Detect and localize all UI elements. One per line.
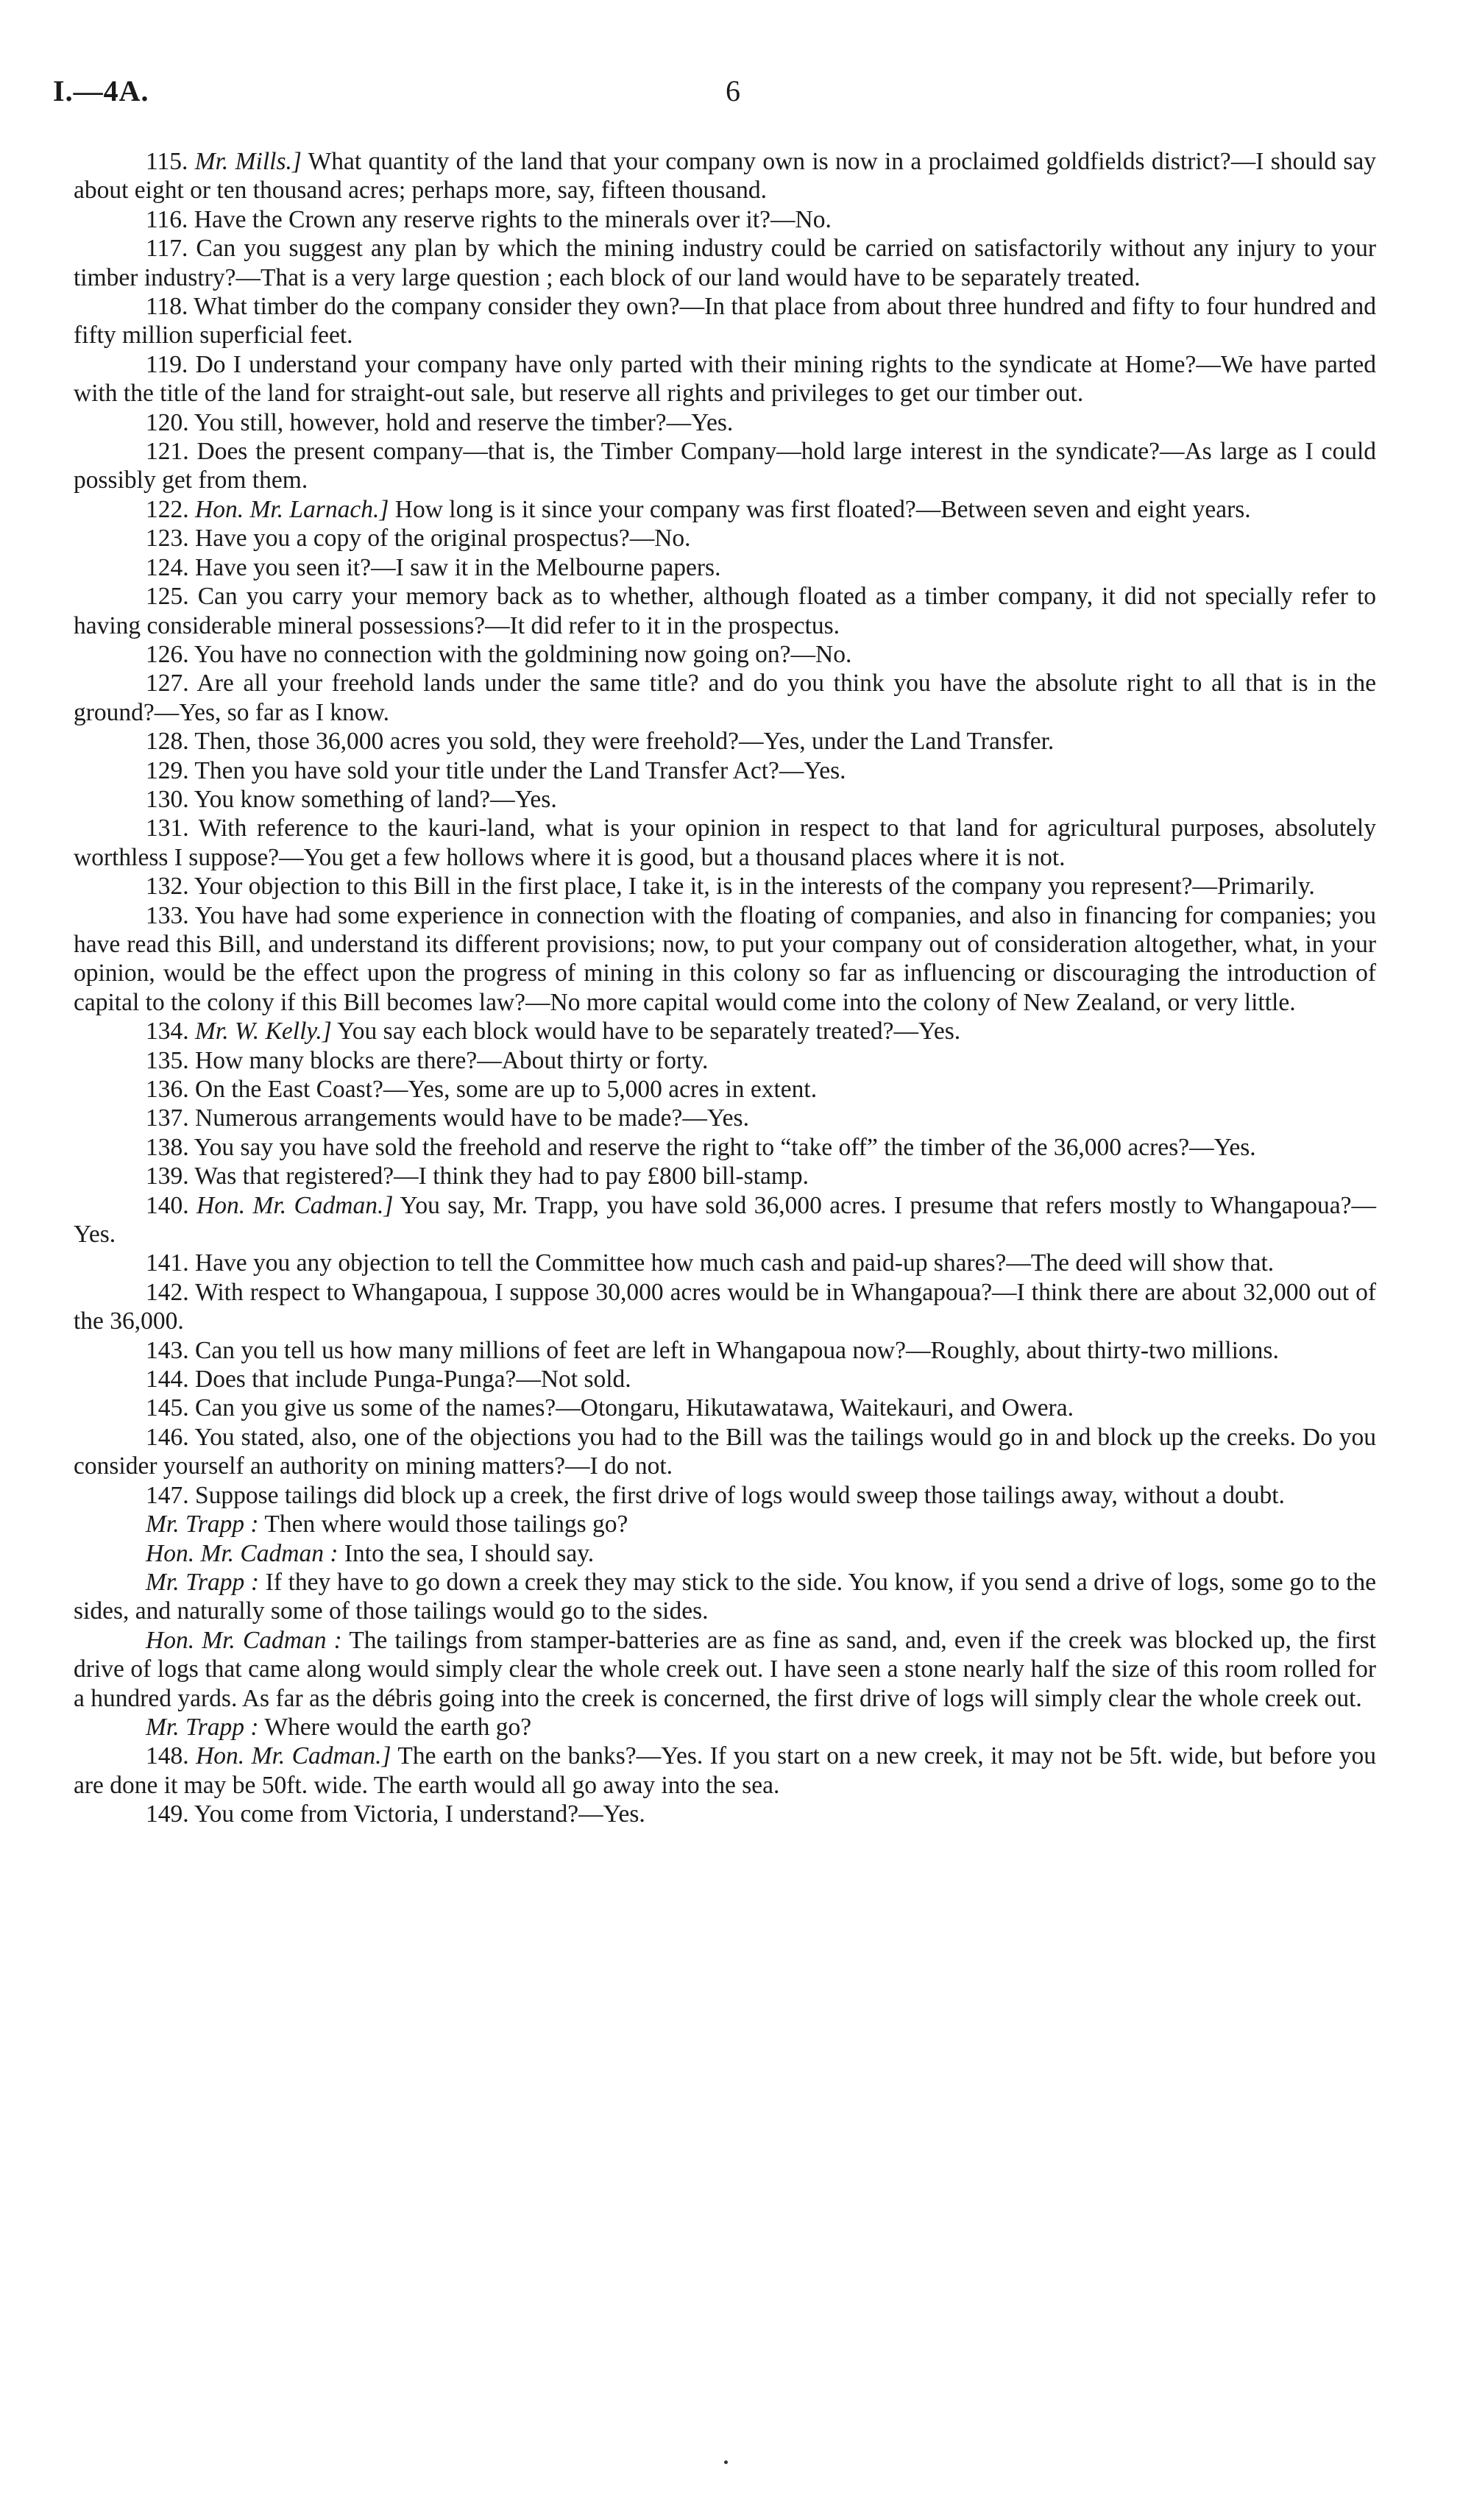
testimony-paragraph — [74, 205, 1376, 234]
speaker-label: Mr. Mills.] — [194, 148, 302, 175]
question-number: 126. — [146, 640, 189, 668]
speaker-label: Hon. Mr. Cadman : — [146, 1626, 342, 1654]
paragraph-text: Can you suggest any plan by which the mining industry could be carried on satisfactorily without any injury to your timber industry?—That is a very large question ; each block of our land would have to be separately treated. — [74, 235, 1376, 291]
paragraph-text: Do I understand your company have only parted with their mining rights to the syndicate at Home?—We have parted with the title of the land for straight-out sale, but reserve all rights and privileges to get our timber out. — [74, 350, 1377, 408]
question-number: 137. — [146, 1104, 189, 1132]
paragraph-text: You have had some experience in connection with the floating of companies, and also in financing for companies; you have read this Bill, and understand its different provisions; now, to put your company out of consideration altogether, what, in your opinion, would be the effect upon the progress of mining in this colony so far as influencing or discouraging the introduction of capital to the colony if this Bill becomes law?—No more capital would come into the colony of New Zealand, or very little. — [74, 901, 1376, 1016]
paragraph-text: You know something of land?—Yes. — [194, 785, 557, 813]
testimony-paragraph — [74, 1568, 1376, 1626]
paragraph-text: You stated, also, one of the objections you had to the Bill was the tailings would go in and block up the creeks. Do you consider yourself an authority on mining matters?—I do not. — [74, 1423, 1377, 1480]
testimony-paragraph — [74, 1133, 1376, 1162]
question-number: 135. — [146, 1046, 189, 1074]
testimony-paragraph — [74, 901, 1376, 1018]
question-number: 130. — [146, 785, 189, 813]
question-number: 132. — [146, 873, 189, 901]
paragraph-text: You say, Mr. Trapp, you have sold 36,000 acres. I presume that refers mostly to Whangapoua?—Yes. — [74, 1191, 1377, 1249]
printer-mark — [724, 2460, 728, 2464]
question-number: 122. — [146, 495, 189, 523]
testimony-paragraph — [74, 350, 1376, 408]
question-number: 125. — [146, 583, 189, 611]
paragraph-text: Numerous arrangements would have to be made?—Yes. — [195, 1104, 749, 1132]
question-number: 118. — [146, 293, 188, 321]
question-number: 129. — [146, 756, 189, 784]
speaker-label: Mr. Trapp : — [146, 1713, 259, 1741]
document-reference: I.—4A. — [53, 74, 149, 107]
question-number: 128. — [146, 728, 189, 756]
testimony-paragraph — [74, 756, 1376, 785]
paragraph-text: Your objection to this Bill in the first place, I take it, is in the interests of the company you represent?—Primarily. — [194, 873, 1315, 901]
paragraph-text: You still, however, hold and reserve the timber?—Yes. — [194, 408, 734, 436]
speaker-label: Mr. W. Kelly.] — [195, 1018, 332, 1046]
paragraph-text: Can you tell us how many millions of feet are left in Whangapoua now?—Roughly, about thirty-two millions. — [195, 1336, 1279, 1364]
testimony-paragraph — [74, 872, 1376, 901]
question-number: 117. — [146, 235, 188, 263]
testimony-paragraph — [74, 1626, 1376, 1713]
testimony-paragraph — [74, 785, 1376, 814]
question-number: 140. — [146, 1191, 189, 1219]
paragraph-text: The tailings from stamper-batteries are as fine as sand, and, even if the creek was blocked up, the first drive of logs that came along would simply clear the whole creek out. I have seen a stone nearly half the size of this room rolled for a hundred yards. As far as the débris going into the creek is concerned, the first drive of logs will simply clear the whole creek out. — [74, 1626, 1376, 1712]
speaker-label: Mr. Trapp : — [146, 1568, 260, 1596]
speaker-label: Hon. Mr. Cadman : — [146, 1539, 339, 1567]
speaker-label: Mr. Trapp : — [146, 1511, 259, 1538]
speaker-label: Hon. Mr. Larnach.] — [195, 495, 389, 523]
testimony-paragraph — [74, 582, 1376, 640]
paragraph-text: On the East Coast?—Yes, some are up to 5,000 acres in extent. — [195, 1076, 818, 1103]
page-number: 6 — [726, 74, 740, 107]
paragraph-text: You have no connection with the goldmining now going on?—No. — [194, 640, 852, 668]
testimony-paragraph — [74, 1017, 1376, 1046]
testimony-paragraph — [74, 524, 1376, 553]
question-number: 146. — [146, 1423, 189, 1451]
paragraph-text: Have the Crown any reserve rights to the minerals over it?—No. — [194, 205, 832, 233]
paragraph-text: With respect to Whangapoua, I suppose 30,000 acres would be in Whangapoua?—I think there are about 32,000 out of the 36,000. — [74, 1278, 1376, 1335]
testimony-paragraph — [74, 814, 1376, 872]
question-number: 149. — [146, 1800, 189, 1828]
question-number: 124. — [146, 553, 189, 581]
testimony-paragraph — [74, 408, 1376, 437]
paragraph-text: The earth on the banks?—Yes. If you start on a new creek, it may not be 5ft. wide, but before you are done it may be 50ft. wide. The earth would all go away into the sea. — [74, 1742, 1377, 1799]
question-number: 134. — [146, 1018, 189, 1046]
question-number: 139. — [146, 1163, 189, 1190]
testimony-paragraph — [74, 1713, 1376, 1742]
testimony-paragraph — [74, 1742, 1376, 1800]
paragraph-text: You say you have sold the freehold and reserve the right to “take off” the timber of the 36,000 acres?—Yes. — [194, 1133, 1256, 1161]
testimony-paragraph — [74, 1046, 1376, 1075]
paragraph-text: Can you give us some of the names?—Otongaru, Hikutawatawa, Waitekauri, and Owera. — [195, 1394, 1074, 1422]
testimony-paragraph — [74, 1104, 1376, 1132]
paragraph-text: Then you have sold your title under the Land Transfer Act?—Yes. — [194, 756, 846, 784]
speaker-label: Hon. Mr. Cadman.] — [196, 1191, 394, 1219]
testimony-paragraph — [74, 553, 1376, 582]
testimony-paragraph — [74, 1162, 1376, 1190]
testimony-paragraph — [74, 1394, 1376, 1422]
page-header — [53, 74, 1407, 118]
paragraph-text: Then where would those tailings go? — [258, 1511, 628, 1538]
question-number: 115. — [146, 148, 188, 175]
paragraph-text: Have you seen it?—I saw it in the Melbourne papers. — [195, 553, 721, 581]
testimony-paragraph — [74, 437, 1376, 495]
question-number: 133. — [146, 901, 189, 929]
testimony-paragraph — [74, 727, 1376, 756]
testimony-paragraph — [74, 1423, 1376, 1481]
question-number: 121. — [146, 438, 189, 466]
question-number: 145. — [146, 1394, 189, 1422]
testimony-paragraph — [74, 1510, 1376, 1538]
paragraph-text: How long is it since your company was first floated?—Between seven and eight years. — [389, 495, 1251, 523]
testimony-paragraph — [74, 1336, 1376, 1365]
question-number: 138. — [146, 1133, 189, 1161]
paragraph-text: Are all your freehold lands under the same title? and do you think you have the absolute right to all that is in the ground?—Yes, so far as I know. — [74, 670, 1377, 726]
testimony-paragraph — [74, 1191, 1376, 1249]
paragraph-text: Does the present company—that is, the Timber Company—hold large interest in the syndicate?—As large as I could possibly get from them. — [74, 438, 1377, 494]
testimony-paragraph — [74, 495, 1376, 524]
speaker-label: Hon. Mr. Cadman.] — [196, 1742, 391, 1770]
question-number: 141. — [146, 1249, 189, 1277]
paragraph-text: What timber do the company consider they own?—In that place from about three hundred and fifty to four hundred and fifty million superficial feet. — [74, 293, 1376, 349]
testimony-paragraph — [74, 1278, 1376, 1336]
question-number: 142. — [146, 1278, 189, 1306]
paragraph-text: If they have to go down a creek they may stick to the side. You know, if you send a drive of logs, some go to the sides, and naturally some of those tailings would go to the sides. — [74, 1568, 1376, 1625]
question-number: 116. — [146, 205, 188, 233]
question-number: 120. — [146, 408, 189, 436]
testimony-paragraph — [74, 292, 1376, 350]
testimony-paragraph — [74, 669, 1376, 727]
question-number: 144. — [146, 1366, 189, 1394]
paragraph-text: Can you carry your memory back as to whether, although floated as a timber company, it did not specially refer to having considerable mineral possessions?—It did refer to it in the prospectus. — [74, 583, 1377, 639]
testimony-paragraph — [74, 640, 1376, 669]
question-number: 143. — [146, 1336, 189, 1364]
testimony-paragraph — [74, 1365, 1376, 1394]
paragraph-text: You say each block would have to be separately treated?—Yes. — [331, 1018, 961, 1046]
testimony-paragraph — [74, 1800, 1376, 1828]
paragraph-text: Into the sea, I should say. — [338, 1539, 595, 1567]
paragraph-text: What quantity of the land that your company own is now in a proclaimed goldfields district?—I should say about eight or ten thousand acres; perhaps more, say, fifteen thousand. — [74, 148, 1376, 205]
testimony-paragraph — [74, 1539, 1376, 1568]
paragraph-text: With reference to the kauri-land, what is your opinion in respect to that land for agricultural purposes, absolutely worthless I suppose?—You get a few hollows where it is good, but a thousand places where it is not. — [74, 814, 1376, 871]
paragraph-text: You come from Victoria, I understand?—Yes. — [194, 1800, 645, 1828]
paragraph-text: Have you any objection to tell the Committee how much cash and paid-up shares?—The deed will show that. — [195, 1249, 1275, 1277]
question-number: 123. — [146, 525, 189, 553]
testimony-paragraph — [74, 1481, 1376, 1510]
question-number: 127. — [146, 670, 189, 698]
question-number: 148. — [146, 1742, 189, 1770]
testimony-paragraph — [74, 1249, 1376, 1277]
document-body — [74, 147, 1376, 1829]
paragraph-text: Was that registered?—I think they had to pay £800 bill-stamp. — [194, 1163, 809, 1190]
question-number: 131. — [146, 814, 189, 842]
paragraph-text: Then, those 36,000 acres you sold, they were freehold?—Yes, under the Land Transfer. — [194, 728, 1055, 756]
paragraph-text: Have you a copy of the original prospectus?—No. — [195, 525, 691, 553]
testimony-paragraph — [74, 1075, 1376, 1104]
question-number: 136. — [146, 1076, 189, 1103]
paragraph-text: Where would the earth go? — [258, 1713, 532, 1741]
paragraph-text: How many blocks are there?—About thirty or forty. — [195, 1046, 709, 1074]
testimony-paragraph — [74, 234, 1376, 292]
testimony-paragraph — [74, 147, 1376, 205]
paragraph-text: Does that include Punga-Punga?—Not sold. — [195, 1366, 631, 1394]
question-number: 147. — [146, 1481, 189, 1509]
question-number: 119. — [146, 350, 188, 378]
paragraph-text: Suppose tailings did block up a creek, the first drive of logs would sweep those tailings away, without a doubt. — [195, 1481, 1285, 1509]
